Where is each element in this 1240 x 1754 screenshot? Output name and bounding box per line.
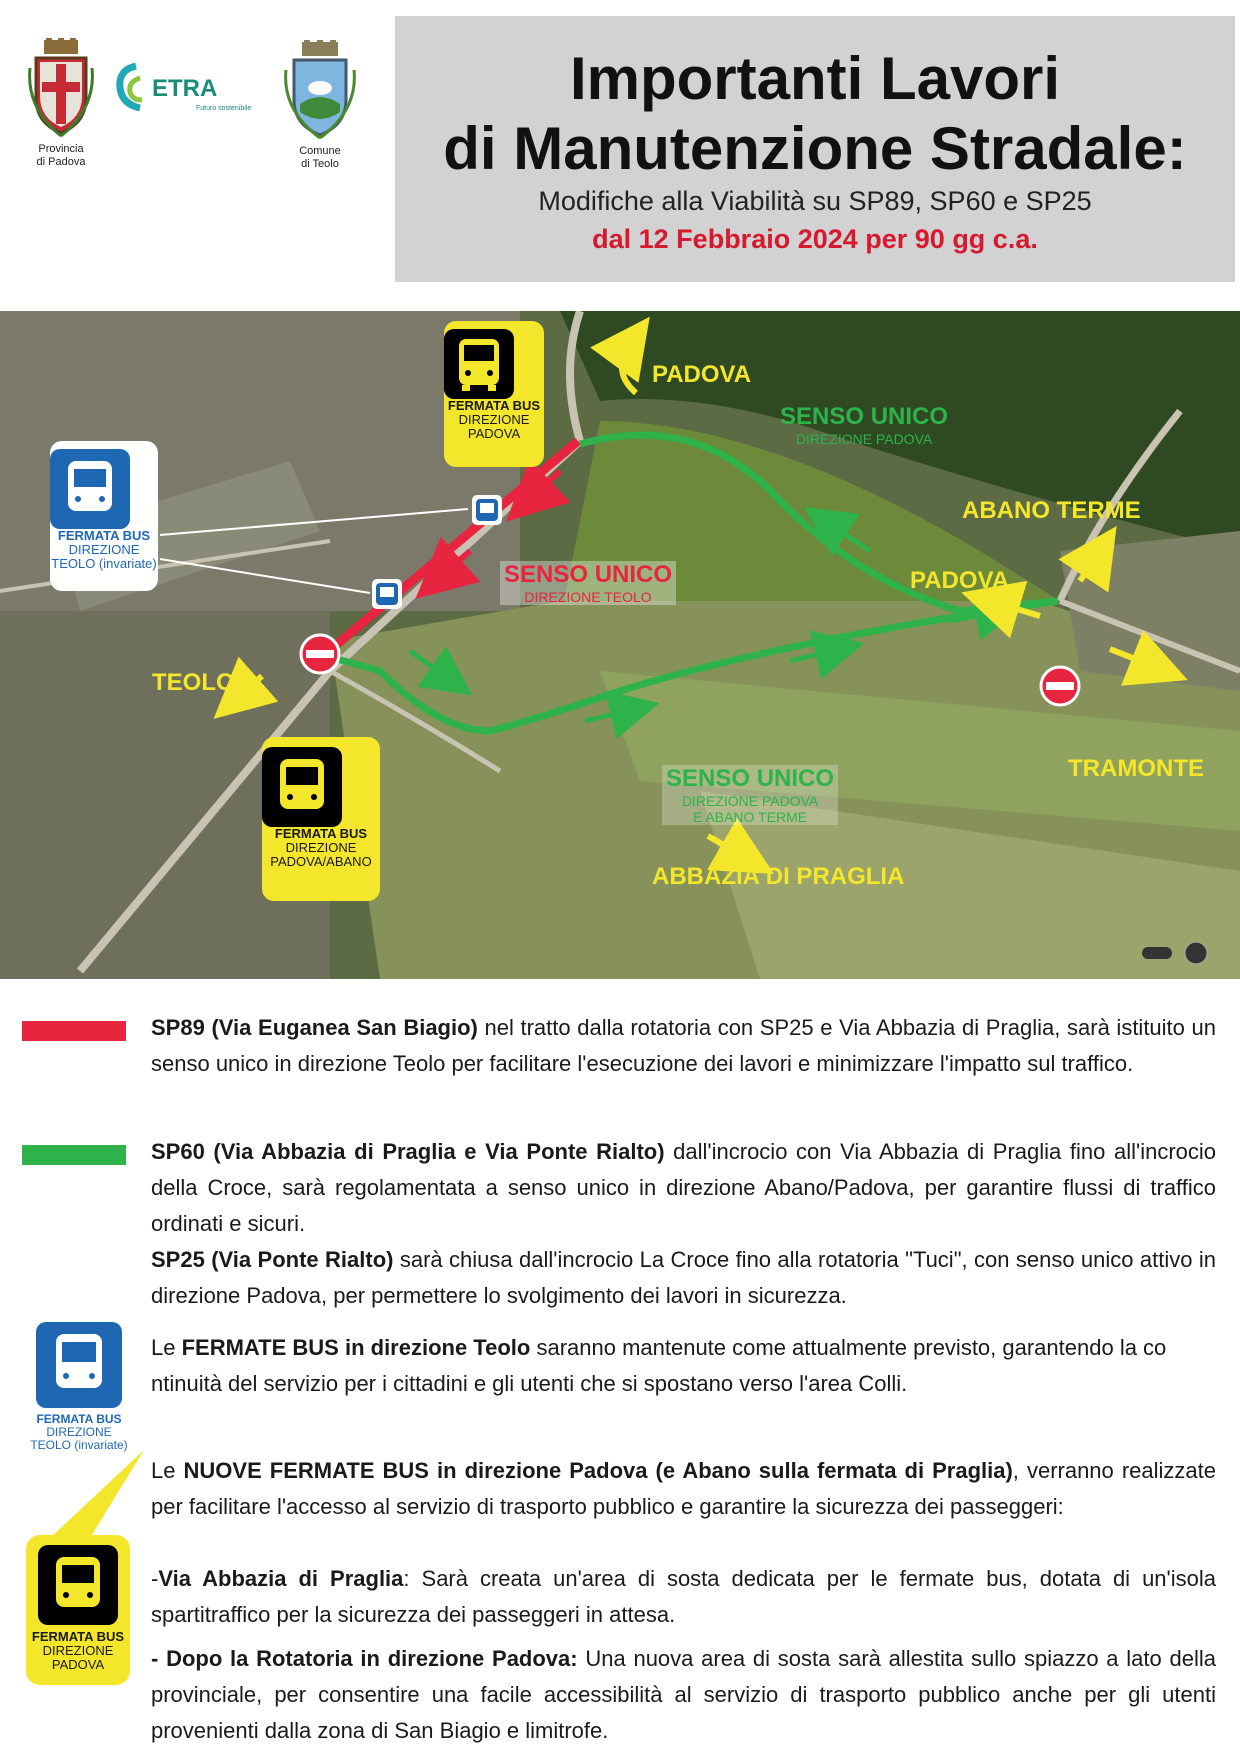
p6-bold: Via Abbazia di Praglia xyxy=(158,1566,404,1591)
senso-unico-green-bottom-title: SENSO UNICO xyxy=(666,765,835,792)
side-padova-l3: PADOVA xyxy=(51,1657,105,1672)
senso-unico-green-top-label xyxy=(780,403,948,447)
map-label-padova-top: PADOVA xyxy=(652,361,752,388)
bus-stop-small-icon-2 xyxy=(372,579,402,609)
bus-panel-top-l2: DIREZIONE xyxy=(458,412,530,427)
senso-unico-red-label xyxy=(500,561,676,605)
senso-unico-red-title: SENSO UNICO xyxy=(504,561,673,588)
etra-logo xyxy=(116,60,256,125)
side-teolo-l3: TEOLO (invariate) xyxy=(30,1438,128,1452)
page-subtitle: Modifiche alla Viabilità su SP89, SP60 e SP25 xyxy=(538,186,1092,216)
p4-pre: Le xyxy=(151,1335,182,1360)
bus-panel-top-l1: FERMATA BUS xyxy=(447,398,541,413)
p1-text: nel tratto dalla rotatoria con SP25 e Via Abbazia di Praglia, sarà istituito un senso unico in direzione Teolo per facilitare l'esecuzione dei lavori e minimizzare l'impatto sul traffico. xyxy=(151,1015,1217,1076)
comune-logo xyxy=(280,40,360,171)
logos-area xyxy=(0,0,380,260)
senso-unico-green-top-title: SENSO UNICO xyxy=(780,403,949,430)
map-label-abbazia: ABBAZIA DI PRAGLIA xyxy=(652,863,905,890)
senso-unico-red-sub: DIREZIONE TEOLO xyxy=(524,589,652,605)
bus-panel-left-l2: DIREZIONE xyxy=(68,542,140,557)
bus-panel-top-l3: PADOVA xyxy=(467,426,521,441)
p2-text: dall'incrocio con Via Abbazia di Praglia fino all'incrocio della Croce, sarà regolamentata a senso unico in direzione Abano/Padova, per garantire flussi di traffico ordinati e sicuri. xyxy=(151,1139,1216,1236)
no-entry-sign-left-icon xyxy=(301,635,339,673)
p5-bold: NUOVE FERMATE BUS in direzione Padova (e Abano sulla fermata di Praglia) xyxy=(183,1458,1013,1483)
bus-panel-bottom-l1: FERMATA BUS xyxy=(274,826,368,841)
side-teolo-l2: DIREZIONE xyxy=(46,1425,112,1439)
side-bus-callout-tail xyxy=(20,1450,150,1540)
title-box xyxy=(395,16,1235,282)
provincia-crest-icon xyxy=(26,38,96,138)
comune-caption-1: Comune xyxy=(299,145,341,157)
senso-unico-green-bottom-sub2: E ABANO TERME xyxy=(692,809,808,825)
map-label-tramonte: TRAMONTE xyxy=(1068,755,1204,782)
map-background xyxy=(0,311,1240,979)
etra-name: ETRA xyxy=(152,75,218,102)
provincia-caption-2: di Padova xyxy=(36,156,86,168)
paragraph-nuove-fermate xyxy=(151,1453,1216,1525)
etra-tagline: Futuro sostenibile xyxy=(196,105,252,112)
paragraph-sp60 xyxy=(151,1134,1216,1242)
bus-icon xyxy=(50,449,130,529)
paragraph-dopo-rotatoria xyxy=(151,1641,1216,1749)
bus-panel-padova-top xyxy=(444,321,544,467)
paragraph-sp25 xyxy=(151,1242,1216,1314)
p2-bold: SP60 (Via Abbazia di Praglia e Via Ponte Rialto) xyxy=(151,1139,665,1164)
paragraph-via-abbazia xyxy=(151,1561,1216,1633)
p7-bold: - Dopo la Rotatoria in direzione Padova: xyxy=(151,1646,578,1671)
bus-icon xyxy=(444,329,514,399)
aerial-map xyxy=(0,311,1240,979)
p5-text: , verranno realizzate per facilitare l'accesso al servizio di trasporto pubblico e garantire la sicurezza dei passeggeri: xyxy=(151,1458,1216,1519)
page-title-line-2: di Manutenzione Stradale: xyxy=(443,115,1187,182)
etra-swirl-icon xyxy=(116,60,256,120)
bus-panel-bottom-l3: PADOVA/ABANO xyxy=(270,854,372,869)
p4-bold: FERMATE BUS in direzione Teolo xyxy=(181,1335,531,1360)
comune-crest-icon xyxy=(280,40,360,140)
p1-bold: SP89 (Via Euganea San Biagio) xyxy=(151,1015,478,1040)
side-teolo-l1: FERMATA BUS xyxy=(36,1412,122,1426)
p5-pre: Le xyxy=(151,1458,184,1483)
bus-panel-bottom-l2: DIREZIONE xyxy=(285,840,357,855)
map-label-abano: ABANO TERME xyxy=(962,497,1141,524)
p4-text: saranno mantenute come attualmente previsto, garantendo la co xyxy=(530,1335,1167,1360)
paragraph-sp89 xyxy=(151,1010,1216,1082)
side-bus-icon-teolo xyxy=(28,1322,130,1452)
bus-panel-teolo xyxy=(50,441,158,591)
side-padova-l1: FERMATA BUS xyxy=(31,1629,125,1644)
p7-text: Una nuova area di sosta sarà allestita sullo spiazzo a lato della provinciale, per consentire una facile accessibilità al servizio di trasporto pubblico anche per gli utenti provenienti dalla zona di San Biagio e limitrofe. xyxy=(151,1646,1216,1743)
senso-unico-green-bottom-label xyxy=(662,765,838,825)
no-entry-sign-right-icon xyxy=(1041,667,1079,705)
provincia-logo xyxy=(26,38,96,169)
red-legend-bar xyxy=(22,1021,126,1041)
bus-icon xyxy=(36,1322,122,1408)
bus-panel-left-l1: FERMATA BUS xyxy=(57,528,151,543)
bus-panel-padova-abano xyxy=(262,737,380,901)
side-padova-l2: DIREZIONE xyxy=(42,1643,114,1658)
bus-icon xyxy=(38,1545,118,1625)
senso-unico-green-top-sub: DIREZIONE PADOVA xyxy=(795,431,933,447)
green-legend-bar xyxy=(22,1145,126,1165)
senso-unico-green-bottom-sub1: DIREZIONE PADOVA xyxy=(681,793,819,809)
date-range: dal 12 Febbraio 2024 per 90 gg c.a. xyxy=(592,224,1038,254)
comune-caption-2: di Teolo xyxy=(301,158,339,170)
p3-text: sarà chiusa dall'incrocio La Croce fino alla rotatoria "Tuci", con senso unico attivo in direzione Padova, per permettere lo svolgimento dei lavori in sicurezza. xyxy=(151,1247,1216,1308)
bus-stop-small-icon-1 xyxy=(472,495,502,525)
bus-icon xyxy=(262,747,342,827)
provincia-caption-1: Provincia xyxy=(38,143,84,155)
p6-text: : Sarà creata un'area di sosta dedicata per le fermate bus, dotata di un'isola spartitraffico per la sicurezza dei passeggeri in attesa. xyxy=(151,1566,1216,1627)
paragraph-fermate-teolo xyxy=(151,1330,1216,1402)
p3-bold: SP25 (Via Ponte Rialto) xyxy=(151,1247,394,1272)
map-label-padova-right: PADOVA xyxy=(910,567,1010,594)
page-title-line-1: Importanti Lavori xyxy=(569,45,1061,112)
side-bus-icon-padova xyxy=(26,1535,130,1685)
p6-pre: - xyxy=(151,1566,159,1591)
map-label-teolo: TEOLO xyxy=(152,669,235,696)
bus-panel-left-l3: TEOLO (invariate) xyxy=(51,556,157,571)
p4-line2: ntinuità del servizio per i cittadini e gli utenti che si spostano verso l'area Colli. xyxy=(151,1371,908,1396)
